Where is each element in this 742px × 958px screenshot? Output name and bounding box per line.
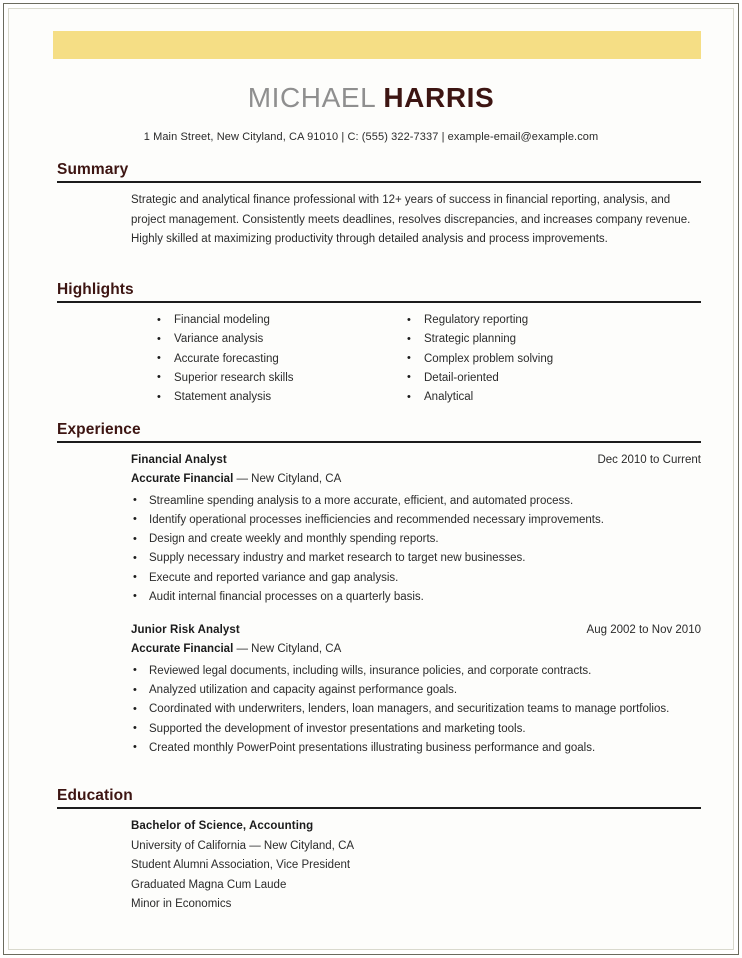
section-highlights <box>57 281 701 407</box>
list-item: • Financial modeling <box>157 311 327 330</box>
section-title-experience: Experience <box>57 421 141 438</box>
list-item: • Supply necessary industry and market research to target new businesses. <box>131 549 701 568</box>
highlights-column-left <box>157 311 327 407</box>
section-body-highlights <box>57 303 701 407</box>
resume-page-frame <box>3 3 739 955</box>
job-dates: Aug 2002 to Nov 2010 <box>586 624 701 637</box>
list-item: • Analyzed utilization and capacity against performance goals. <box>131 681 701 700</box>
experience-entry-header <box>131 451 701 470</box>
education-degree: Bachelor of Science, Accounting <box>131 820 314 832</box>
job-dates: Dec 2010 to Current <box>597 454 701 466</box>
job-separator: — <box>233 643 252 656</box>
list-item: • Audit internal financial processes on a quarterly basis. <box>131 588 701 607</box>
contact-line: 1 Main Street, New Cityland, CA 91010 | C: (555) 322-7337 | example-email@example.com <box>143 131 599 143</box>
list-item: • Complex problem solving <box>407 350 577 369</box>
list-item: • Analytical <box>407 388 577 407</box>
experience-entry-header <box>131 621 701 640</box>
last-name: HARRIS <box>383 82 495 113</box>
page-title <box>9 83 733 113</box>
job-company-location <box>131 470 701 490</box>
section-title-summary: Summary <box>57 161 129 178</box>
job-company-location <box>131 640 701 660</box>
resume-sheet <box>9 9 733 949</box>
list-item: • Design and create weekly and monthly spending reports. <box>131 530 701 549</box>
education-school: University of California — New Cityland, CA <box>131 839 355 852</box>
education-minor: Minor in Economics <box>131 898 232 910</box>
list-item: • Created monthly PowerPoint presentations illustrating business performance and goals. <box>131 739 701 758</box>
list-item: • Reviewed legal documents, including wills, insurance policies, and corporate contracts. <box>131 662 701 681</box>
experience-entry <box>131 451 701 607</box>
list-item: • Identify operational processes inefficiencies and recommended necessary improvements. <box>131 511 701 530</box>
list-item: • Coordinated with underwriters, lenders, loan managers, and securitization teams to manage portfolios. <box>131 700 701 719</box>
list-item: • Strategic planning <box>407 330 577 349</box>
education-entry <box>131 817 701 915</box>
list-item: • Regulatory reporting <box>407 311 577 330</box>
section-title-education: Education <box>57 787 133 804</box>
list-item: • Superior research skills <box>157 369 327 388</box>
job-bullet-list <box>131 492 701 608</box>
section-body-experience <box>57 443 701 758</box>
job-title: Financial Analyst <box>131 454 227 466</box>
list-item: • Variance analysis <box>157 330 327 349</box>
list-item: • Execute and reported variance and gap analysis. <box>131 569 701 588</box>
education-honors: Graduated Magna Cum Laude <box>131 878 287 891</box>
resume-page <box>8 8 734 950</box>
job-company-name: Accurate Financial <box>131 643 234 656</box>
highlights-column-right <box>407 311 577 407</box>
header-accent-banner <box>53 31 701 59</box>
education-activity: Student Alumni Association, Vice President <box>131 859 351 871</box>
list-item: • Statement analysis <box>157 388 327 407</box>
job-title: Junior Risk Analyst <box>131 624 240 637</box>
section-body-summary <box>57 183 701 250</box>
list-item: • Accurate forecasting <box>157 350 327 369</box>
list-item: • Detail-oriented <box>407 369 577 388</box>
section-body-education <box>57 809 701 915</box>
first-name: MICHAEL <box>247 82 377 113</box>
job-location: New Cityland, CA <box>251 643 342 656</box>
job-location: New Cityland, CA <box>251 473 342 485</box>
section-education <box>57 787 701 915</box>
job-separator: — <box>233 473 252 485</box>
experience-entry <box>131 621 701 758</box>
job-bullet-list <box>131 662 701 758</box>
highlights-columns <box>157 311 701 407</box>
list-item: • Streamline spending analysis to a more accurate, efficient, and automated process. <box>131 492 701 511</box>
section-experience <box>57 421 701 758</box>
summary-paragraph: Strategic and analytical finance professional with 12+ years of success in financial reporting, analysis, and project management. Consistently meets deadlines, resolves discrepancies, and increases company revenue. Highly skilled at maximizing productivity through detailed analysis and process improvements. <box>131 194 691 245</box>
section-summary <box>57 161 701 250</box>
list-item: • Supported the development of investor presentations and marketing tools. <box>131 720 701 739</box>
section-title-highlights: Highlights <box>57 281 134 298</box>
job-company-name: Accurate Financial <box>131 473 234 485</box>
